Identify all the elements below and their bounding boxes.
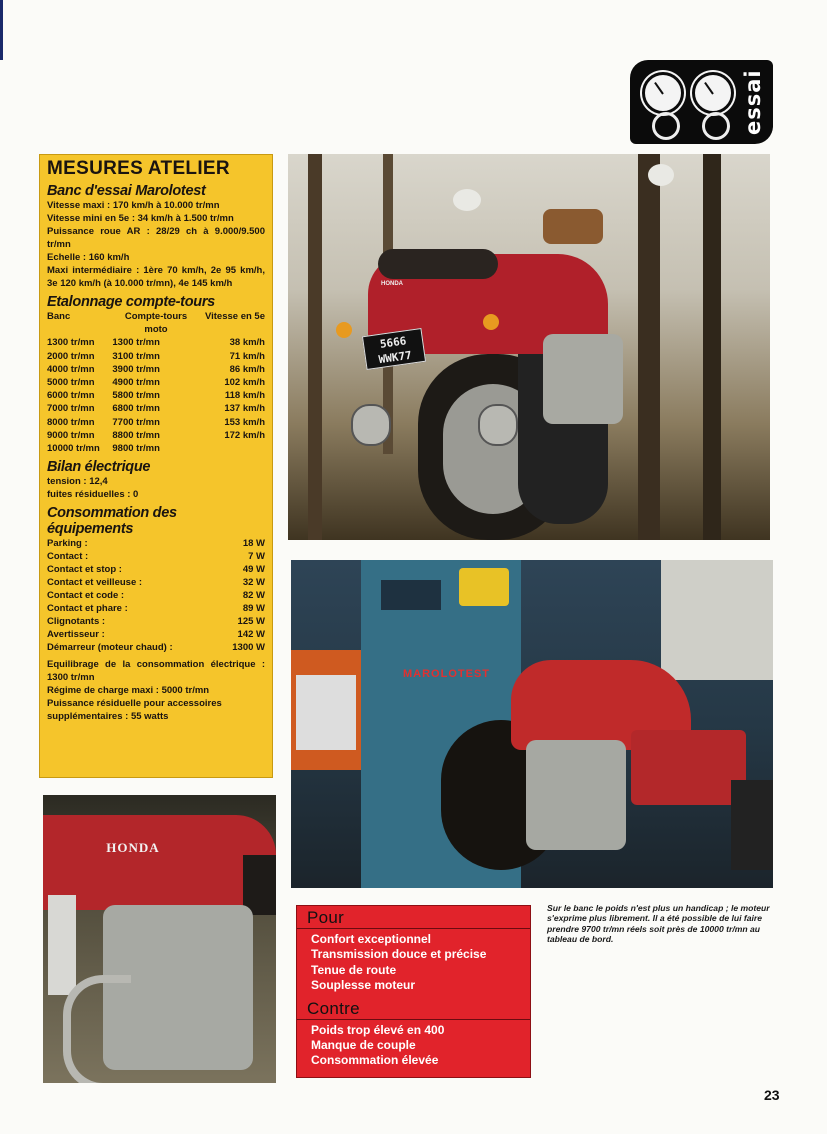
list-item <box>47 550 265 563</box>
exhaust-pipe <box>63 975 131 1083</box>
list-item: Poids trop élevé en 400 <box>311 1022 445 1037</box>
mesures-atelier-box <box>39 154 273 778</box>
cell-compte-tours: 1300 tr/mn <box>112 337 160 349</box>
contre-title: Contre <box>307 998 360 1018</box>
etalonnage-table <box>47 310 265 455</box>
seat <box>243 855 276 915</box>
cell-banc: 10000 tr/mn <box>47 443 100 455</box>
license-plate: 5666 WWK77 <box>362 328 426 370</box>
list-item <box>47 641 265 654</box>
banc-line: Maxi intermédiaire : 1ère 70 km/h, 2e 95 km/h, 3e 120 km/h (à 10.000 tr/mn), 4e 145 km/h <box>47 265 265 289</box>
list-item: Confort exceptionnel <box>311 932 432 946</box>
cell-vitesse: 118 km/h <box>224 390 265 402</box>
etalonnage-heading: Etalonnage compte-tours <box>47 294 215 310</box>
equipment-label: Contact et stop : <box>47 564 122 576</box>
equipment-value: 32 W <box>242 577 265 589</box>
bilan-heading: Bilan électrique <box>47 459 151 476</box>
column-header: Compte-tours moto <box>124 311 188 336</box>
divider <box>297 1019 530 1020</box>
essai-logo <box>630 60 773 144</box>
radiator <box>48 895 76 995</box>
equipment-label: Clignotants : <box>47 616 106 628</box>
exhaust-pipe <box>478 404 518 446</box>
mirror <box>648 164 674 186</box>
list-item <box>47 563 265 576</box>
equipment-value: 49 W <box>242 564 265 576</box>
tachometer-icon <box>692 72 734 114</box>
banc-line: Vitesse mini en 5e : 34 km/h à 1.500 tr/mn <box>47 213 234 224</box>
list-item <box>47 628 265 641</box>
cell-vitesse: 38 km/h <box>229 337 265 349</box>
table-row <box>47 336 265 349</box>
seat <box>378 249 498 279</box>
photo-engine-closeup <box>43 795 276 1083</box>
wheel-icon <box>652 112 680 140</box>
column-header: Banc <box>47 311 71 322</box>
banc-line: Echelle : 160 km/h <box>47 252 130 263</box>
equipment-label: Contact et code : <box>47 590 125 602</box>
cell-banc: 7000 tr/mn <box>47 403 95 415</box>
cell-compte-tours: 7700 tr/mn <box>112 416 160 428</box>
sticker <box>459 568 509 606</box>
table-row <box>47 363 265 376</box>
table-row <box>47 402 265 415</box>
consommation-note: Puissance résiduelle pour accessoires supplémentaires : 55 watts <box>47 698 222 723</box>
table-row <box>47 416 265 429</box>
cell-banc: 8000 tr/mn <box>47 416 95 428</box>
wheel-icon <box>702 112 730 140</box>
equipment-label: Contact : <box>47 551 89 563</box>
equipment-label: Parking : <box>47 538 88 550</box>
banc-line: Vitesse maxi : 170 km/h à 10.000 tr/mn <box>47 200 220 211</box>
equipment-label: Démarreur (moteur chaud) : <box>47 642 173 654</box>
list-item <box>47 576 265 589</box>
cell-vitesse: 172 km/h <box>224 429 265 441</box>
page-number: 23 <box>764 1087 780 1103</box>
engine <box>526 740 626 850</box>
speedometer-icon <box>642 72 684 114</box>
workshop-wall <box>661 560 773 680</box>
cell-compte-tours: 9800 tr/mn <box>112 443 160 455</box>
list-item <box>47 589 265 602</box>
tree-trunk <box>638 154 660 540</box>
exhaust-pipe <box>351 404 391 446</box>
engine <box>543 334 623 424</box>
cell-vitesse: 137 km/h <box>224 403 265 415</box>
banc-line: Puissance roue AR : 28/29 ch à 9.000/9.500 tr/mn <box>47 226 265 250</box>
cell-compte-tours: 3900 tr/mn <box>112 363 160 375</box>
list-item: Transmission douce et précise <box>311 947 487 962</box>
photo-test-bench <box>291 560 773 888</box>
bench-sign: MAROLOTEST <box>403 668 490 680</box>
mirror <box>453 189 481 211</box>
pour-title: Pour <box>307 908 345 927</box>
table-row <box>47 350 265 363</box>
list-item <box>47 615 265 628</box>
cell-banc: 2000 tr/mn <box>47 350 95 362</box>
bilan-line: fuites résiduelles : 0 <box>47 489 139 501</box>
mesures-title: MESURES ATELIER <box>47 158 230 179</box>
consommation-note: Régime de charge maxi : 5000 tr/mn <box>47 685 210 697</box>
list-item <box>47 602 265 615</box>
table-row <box>47 376 265 389</box>
cell-vitesse <box>200 442 265 455</box>
banc-heading: Banc d'essai Marolotest <box>47 183 206 199</box>
pour-list <box>297 932 530 994</box>
list-item <box>47 537 265 550</box>
cell-vitesse: 153 km/h <box>224 416 265 428</box>
cell-vitesse: 102 km/h <box>224 377 265 389</box>
headlight-fairing <box>543 209 603 244</box>
logo-word: essai <box>741 69 765 135</box>
consommation-note: Equilibrage de la consommation électrique : 1300 tr/mn <box>47 659 265 684</box>
tree-trunk <box>703 154 721 540</box>
cell-compte-tours: 4900 tr/mn <box>112 377 160 389</box>
photo-motorcycle-rear <box>288 154 770 540</box>
equipment-value: 1300 W <box>232 642 265 654</box>
cell-vitesse: 86 km/h <box>229 363 265 375</box>
list-item: Consommation élevée <box>311 1053 439 1068</box>
page-edge-mark <box>0 0 3 60</box>
cell-banc: 6000 tr/mn <box>47 390 95 402</box>
column-header: Vitesse en 5e <box>204 311 265 322</box>
cell-compte-tours: 6800 tr/mn <box>112 403 160 415</box>
divider <box>297 928 530 929</box>
equipment-value: 142 W <box>237 629 265 641</box>
cell-banc: 5000 tr/mn <box>47 377 95 389</box>
table-row <box>47 429 265 442</box>
cell-banc: 9000 tr/mn <box>47 429 95 441</box>
equipment-value: 82 W <box>242 590 265 602</box>
equipment-value: 7 W <box>248 551 265 563</box>
brand-lettering: HONDA <box>381 281 403 287</box>
fuel-tank <box>43 815 276 910</box>
contre-list <box>297 1023 530 1069</box>
brand-lettering: HONDA <box>106 840 160 855</box>
cell-banc: 4000 tr/mn <box>47 363 95 375</box>
consommation-heading: Consommation des équipements <box>47 505 177 538</box>
cell-compte-tours: 8800 tr/mn <box>112 429 160 441</box>
equipment-label: Contact et veilleuse : <box>47 577 143 589</box>
equipment-value: 18 W <box>242 538 265 550</box>
table-row <box>47 442 265 455</box>
table-row <box>47 389 265 402</box>
turn-signal <box>483 314 499 330</box>
equipment-value: 89 W <box>242 603 265 615</box>
equipment-value: 125 W <box>237 616 265 628</box>
control-panel <box>381 580 441 610</box>
side-cover <box>631 730 746 805</box>
turn-signal <box>336 322 352 338</box>
pour-contre-box <box>296 905 531 1078</box>
cell-banc: 1300 tr/mn <box>47 337 95 349</box>
bench-panel <box>296 675 356 750</box>
cell-vitesse: 71 km/h <box>229 350 265 362</box>
rear-wheel <box>731 780 773 870</box>
cell-compte-tours: 5800 tr/mn <box>112 390 160 402</box>
list-item: Manque de couple <box>311 1038 416 1053</box>
bilan-line: tension : 12,4 <box>47 476 108 488</box>
cell-compte-tours: 3100 tr/mn <box>112 350 160 362</box>
photo-caption: Sur le banc le poids n'est plus un handicap ; le moteur s'exprime plus librement. Il a été possible de lui faire prendre 9700 tr/mn réels soit près de 10000 tr/mn au tableau de bord. <box>547 903 770 945</box>
list-item: Tenue de route <box>311 962 397 977</box>
equipment-label: Contact et phare : <box>47 603 128 615</box>
equipment-label: Avertisseur : <box>47 629 105 641</box>
list-item: Souplesse moteur <box>311 978 416 993</box>
tree-trunk <box>308 154 322 540</box>
